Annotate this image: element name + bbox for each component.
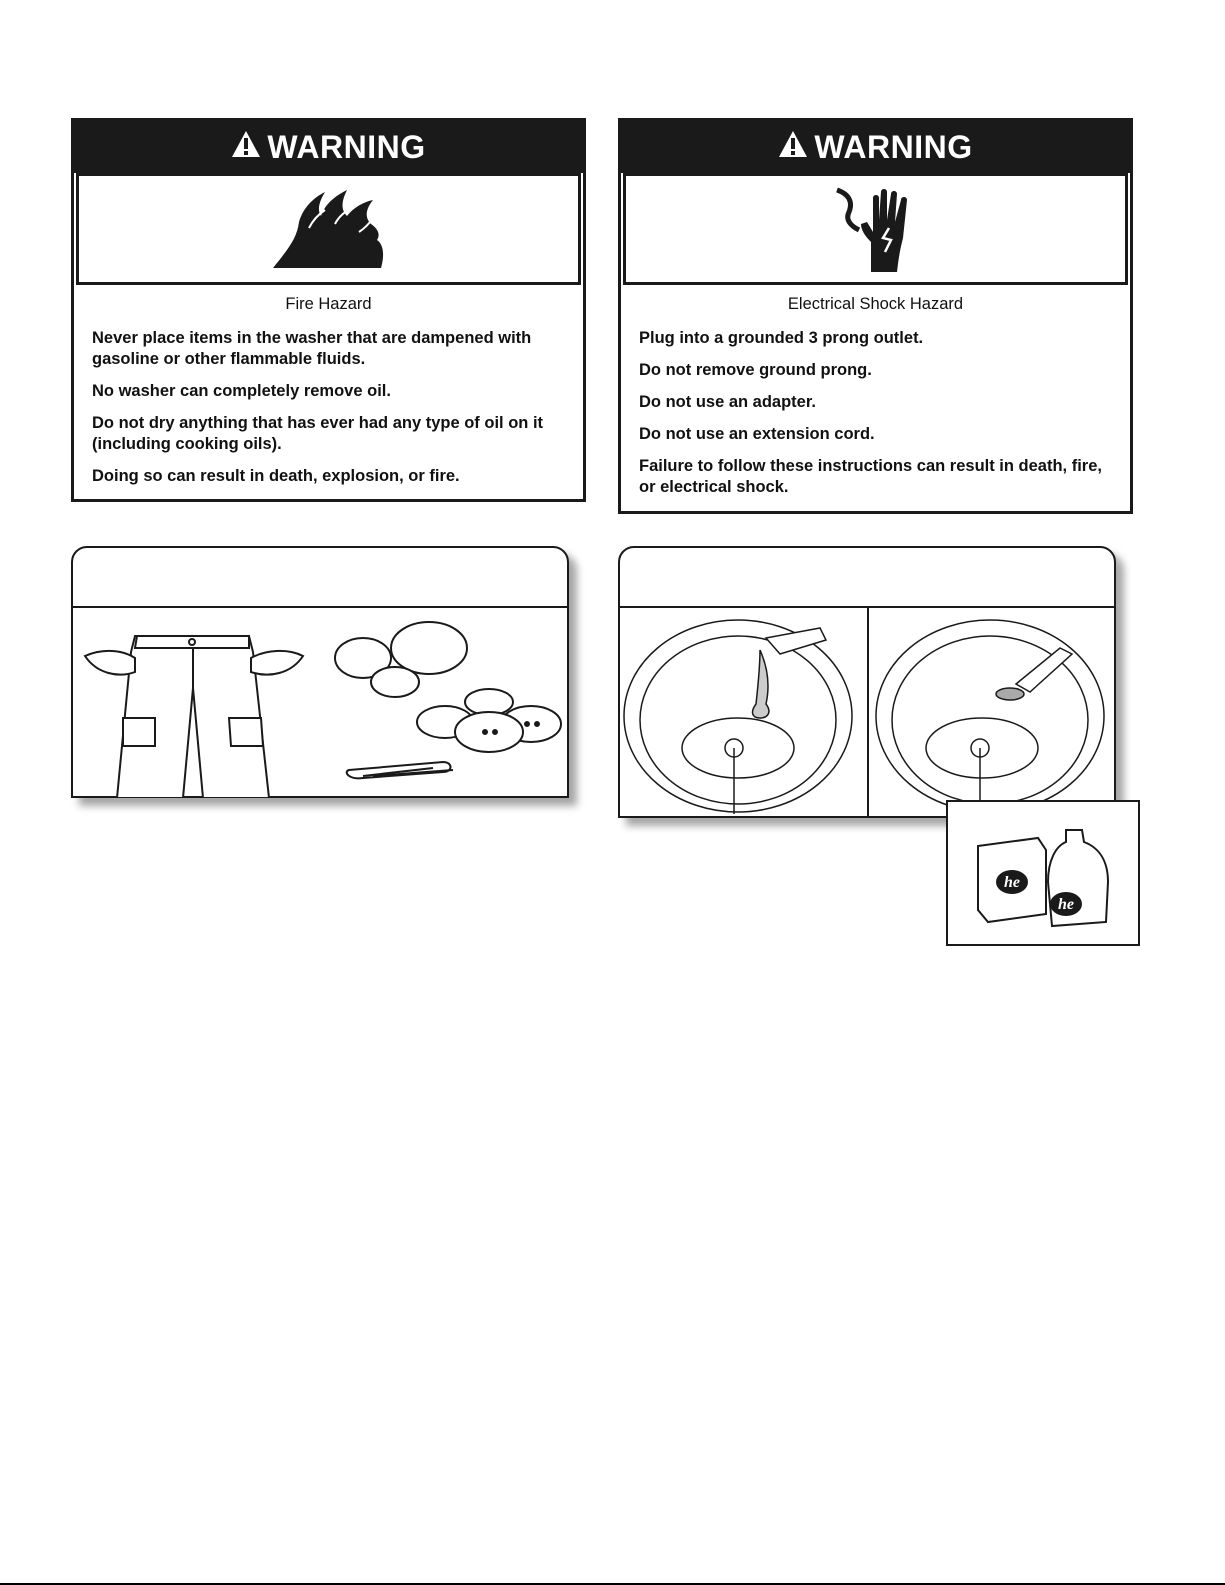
shock-warning-header (621, 121, 1130, 173)
shock-warning-line-5: Failure to follow these instructions can result in death, fire, or electrical shock. (639, 457, 1102, 496)
shock-warning-line-2: Do not remove ground prong. (639, 361, 872, 379)
shock-hazard-subtitle: Electrical Shock Hazard (787, 295, 964, 313)
washer-illustrations (620, 608, 1114, 818)
fire-icon-area (76, 173, 581, 285)
shock-warning-line-4: Do not use an extension cord. (639, 425, 875, 443)
he-detergent-inset (946, 800, 1140, 946)
safety-pins-icon (347, 762, 453, 778)
fire-warning-box (71, 118, 586, 502)
fire-warning-line-3: Do not dry anything that has ever had any type of oil on it (including cooking oils). (92, 414, 544, 453)
pants-empty-pockets-icon (85, 636, 303, 798)
fire-warning-header (74, 121, 583, 173)
shock-warning-title: WARNING (814, 128, 973, 165)
fire-hazard-subtitle: Fire Hazard (285, 295, 372, 313)
he-detergent-icon (948, 802, 1138, 944)
empty-pockets-panel (71, 546, 569, 798)
panel-header-bar (620, 548, 1114, 608)
coins-icon (335, 622, 467, 697)
he-box-label: he (1004, 874, 1020, 891)
shock-warning-box (618, 118, 1133, 514)
fire-warning-line-1: Never place items in the washer that are dampened with gasoline or other flammable fluids. (92, 329, 532, 368)
shock-warning-line-1: Plug into a grounded 3 prong outlet. (639, 329, 924, 347)
buttons-icon (417, 689, 561, 752)
shock-icon-area (623, 173, 1128, 285)
electrical-shock-hand-icon (831, 184, 921, 274)
fire-warning-line-4: Doing so can result in death, explosion, or fire. (92, 467, 460, 485)
washer-detergent-pod-icon (876, 620, 1104, 814)
fire-icon (269, 188, 389, 270)
shock-warning-line-3: Do not use an adapter. (639, 393, 816, 411)
washer-pour-detergent-icon (624, 620, 852, 814)
empty-pockets-illustration (73, 608, 567, 798)
fire-warning-title: WARNING (267, 128, 426, 165)
detergent-washer-panel (618, 546, 1116, 818)
he-bottle-label: he (1058, 896, 1074, 913)
warning-triangle-icon (778, 129, 808, 166)
fire-warning-line-2: No washer can completely remove oil. (92, 382, 391, 400)
panel-header-bar (73, 548, 567, 608)
warning-triangle-icon (231, 129, 261, 166)
